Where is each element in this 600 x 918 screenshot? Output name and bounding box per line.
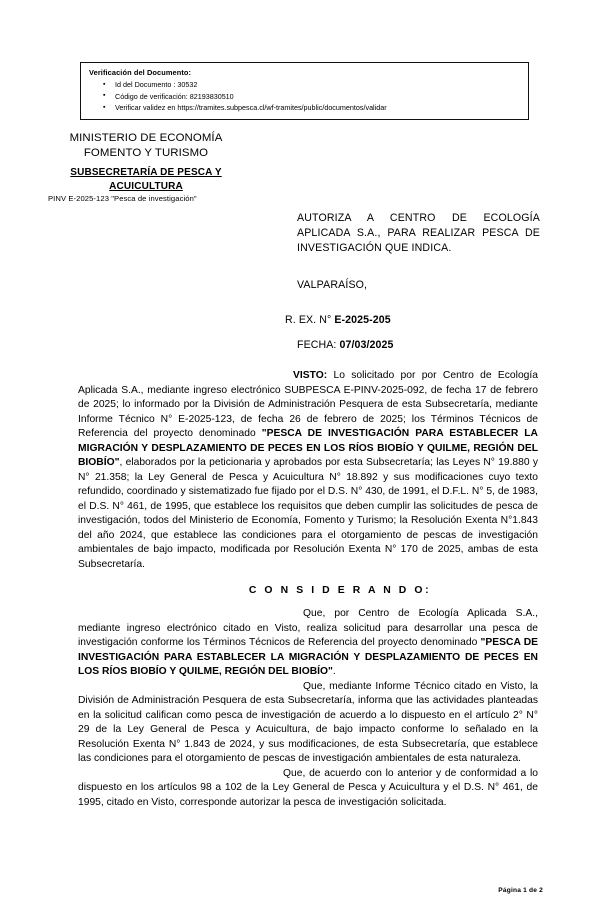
considerando-paragraph-3 (78, 767, 538, 811)
resolution-number-value: E-2025-205 (334, 314, 391, 326)
list-item: ▪ Código de verificación: 82193830510 (115, 91, 526, 103)
visto-text-2: , elaborados por la peticionaria y aprobados por esta Subsecretaría; las Leyes N° 19.880 y N° 21.358; la Ley General de Pesca y Acuicultura N° 18.892 y sus modificaciones cuyo texto refundido, coordinado y sistematizado fue fijado por el D.S. N° 430, de 1991, el D.F.L. N° 5, de 1983, el D.S. N° 461, de 1995, que establece los requisitos que deben cumplir las solicitudes de pesca de investigación, todos del Ministerio de Economía, Fomento y Turismo; la Resolución Exenta N°1.843 del año 2024, que establece las condiciones para el otorgamiento de pescas de investigación ambientales de bajo impacto, modificada por Resolución Exenta N° 170 de 2025, ambas de esta Subsecretaría. (78, 457, 538, 570)
verification-box (80, 62, 529, 120)
considerando-p1-text-1: Que, por Centro de Ecología Aplicada S.A., mediante ingreso electrónico citado en Visto, realiza solicitud para desarrollar una pesca de investigación conforme los Términos Técnicos de Referencia del proyecto denominado (78, 608, 538, 649)
ministry-name-line1: MINISTERIO DE ECONOMÍA (69, 132, 223, 144)
subsecretaria-line1: SUBSECRETARÍA DE PESCA Y (70, 167, 222, 178)
resolution-date-value: 07/03/2025 (339, 339, 394, 351)
ministry-name-line2: FOMENTO Y TURISMO (83, 147, 209, 160)
considerando-p2-text: Que, mediante Informe Técnico citado en Visto, la División de Administración Pesquera de esta Subsecretaría, informa que las actividades planteadas en la solicitud califican como pesca de investigación de acuerdo a lo dispuesto en el artículo 2° N° 29 de la Ley General de Pesca y Acuicultura, de bajo impacto conforme lo señalado en la Resolución Exenta N° 1.843 de 2024, y sus modificaciones, de esta Subsecretaría, que establece las condiciones para el otorgamiento de pescas de investigación ambientales de esta naturaleza. (78, 680, 538, 765)
considerando-paragraph-2 (78, 680, 538, 767)
visto-project-name: "PESCA DE INVESTIGACIÓN PARA ESTABLECER LA MIGRACIÓN Y DESPLAZAMIENTO DE PECES EN LOS RÍOS BIOBÍO Y QUILME, REGIÓN DEL BIOBÍO" (78, 428, 538, 469)
document-body (78, 369, 538, 810)
resolution-date-label: FECHA: (297, 339, 337, 351)
verification-box-title: Verificación del Documento: (89, 68, 192, 77)
list-item: ▪ Id del Documento : 30532 (115, 79, 526, 91)
considerando-p1-text-2: . (332, 666, 336, 678)
resolution-date-line (297, 339, 394, 351)
resolution-subject: AUTORIZA A CENTRO DE ECOLOGÍA APLICADA S.A., PARA REALIZAR PESCA DE INVESTIGACIÓN QUE INDICA. (297, 212, 540, 255)
subsecretaria-heading (46, 166, 246, 193)
visto-heading: VISTO: (293, 370, 328, 381)
resolution-number-line (285, 314, 391, 326)
document-reference-code: PINV E-2025-123 "Pesca de investigación" (48, 194, 197, 203)
considerando-p3-text: Que, de acuerdo con lo anterior y de conformidad a lo dispuesto en los artículos 98 a 102 de la Ley General de Pesca y Acuicultura y el D.S. N° 461, de 1995, citado en Visto, corresponde autorizar la pesca de investigación solicitada. (78, 767, 538, 808)
subsecretaria-line2: ACUICULTURA (109, 180, 183, 192)
visto-paragraph (78, 369, 538, 572)
visto-text-1: Lo solicitado por por Centro de Ecología Aplicada S.A., mediante ingreso electrónico SUBPESCA E-PINV-2025-092, de fecha 17 de febrero de 2025; lo informado por la División de Administración Pesquera de esta Subsecretaría, mediante Informe Técnico N° E-2025-123, de fecha 26 de febrero de 2025; los Términos Técnicos de Referencia del proyecto denominado (78, 370, 538, 440)
ministry-letterhead (46, 131, 246, 161)
considerando-p1-project-name: "PESCA DE INVESTIGACIÓN PARA ESTABLECER LA MIGRACIÓN Y DESPLAZAMIENTO DE PECES EN LOS RÍOS BIOBÍO Y QUILME, REGIÓN DEL BIOBÍO" (78, 637, 539, 678)
list-item: ▪ Verificar validez en https://tramites.subpesca.cl/wf-tramites/public/documentos/validar (115, 102, 526, 114)
considerando-paragraph-1 (78, 607, 538, 680)
resolution-number-label: R. EX. N° (285, 314, 332, 326)
page-number-footer: Página 1 de 2 (498, 887, 543, 894)
verification-box-list (89, 79, 526, 114)
place-of-issue: VALPARAÍSO, (297, 279, 368, 291)
considerando-heading: C O N S I D E R A N D O: (248, 585, 432, 597)
